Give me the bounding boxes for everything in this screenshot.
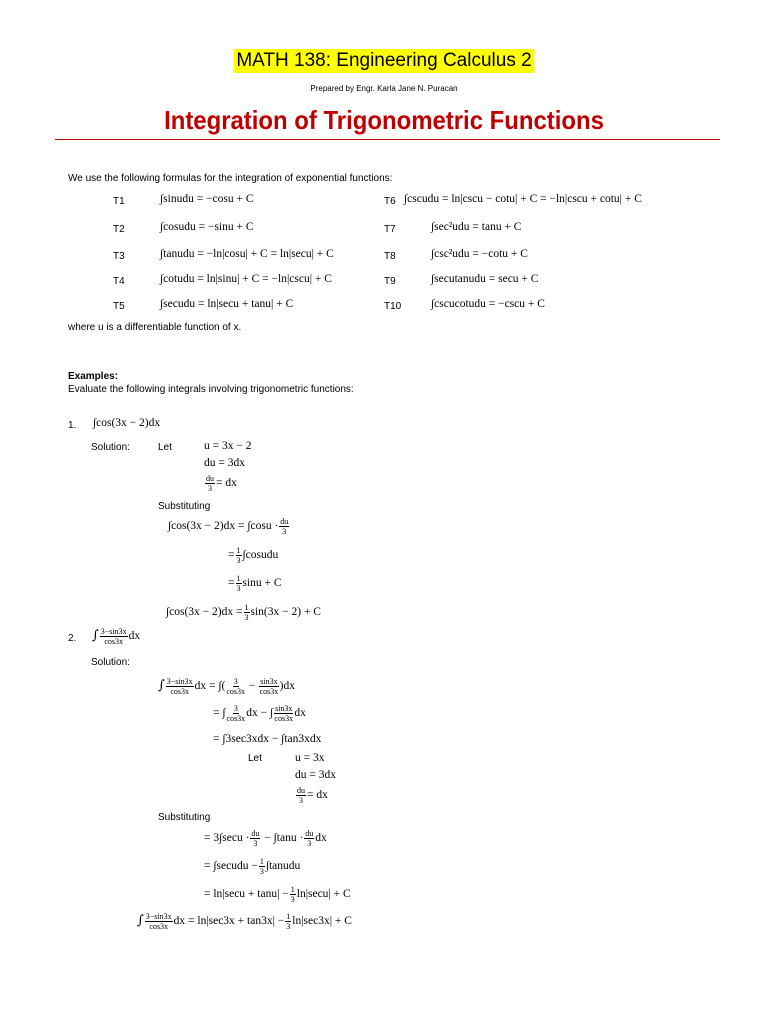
formula-expression: ∫cscucotudu = −cscu + C	[431, 298, 545, 310]
where-note: where u is a differentiable function of x.	[68, 322, 242, 333]
formula-label: T9	[384, 276, 396, 287]
formula-expression: ∫tanudu = −ln|cosu| + C = ln|secu| + C	[160, 248, 334, 260]
substituting-label: Substituting	[158, 812, 211, 823]
formula-label: T2	[113, 224, 125, 235]
examples-intro: Evaluate the following integrals involving trigonometric functions:	[68, 384, 354, 395]
solution-label: Solution:	[91, 657, 130, 668]
formula-label: T8	[384, 251, 396, 262]
example-number: 2.	[68, 633, 77, 644]
formula-expression: ∫secudu = ln|secu + tanu| + C	[160, 298, 294, 310]
page-title: Integration of Trigonometric Functions	[164, 105, 604, 135]
formula-expression: ∫cotudu = ln|sinu| + C = −ln|cscu| + C	[160, 273, 332, 285]
example-problem: ∫ $\frac{3-\sin 3x}{\cos 3x}$ dx	[92, 627, 141, 646]
substitution-line: du = 3dx	[295, 769, 336, 781]
author-line: Prepared by Engr. Karla Jane N. Puracan	[310, 84, 458, 93]
formula-label: T4	[113, 276, 125, 287]
solution-step: ∫cos(3x − 2)dx = ∫cosu · $\frac{du}{3}$	[168, 517, 289, 536]
formula-label: T6	[384, 196, 396, 207]
substitution-line: u = 3x − 2	[204, 440, 252, 452]
formula-expression: ∫cscudu = ln|cscu − cotu| + C = −ln|cscu + cotu| + C	[404, 193, 642, 205]
solution-step: = ∫ $\frac{3}{\cos 3x}$ dx − ∫ $\frac{\sin 3x}{\cos 3x}$ dx	[213, 704, 306, 723]
substitution-line: u = 3x	[295, 752, 325, 764]
formula-label: T7	[384, 224, 396, 235]
intro-text: We use the following formulas for the integration of exponential functions:	[68, 173, 393, 184]
formula-expression: ∫cosudu = −sinu + C	[160, 221, 254, 233]
formula-expression: ∫csc²udu = −cotu + C	[431, 248, 528, 260]
solution-step: = $\frac{1}{3}$ sinu + C	[228, 574, 282, 593]
formula-expression: ∫sec²udu = tanu + C	[431, 221, 522, 233]
examples-heading: Examples:	[68, 371, 119, 382]
substitution-line: $\frac{du}{3}$ = dx	[297, 786, 328, 805]
substituting-label: Substituting	[158, 501, 211, 512]
title-divider	[55, 139, 720, 140]
final-answer: ∫ $\frac{3-\sin 3x}{\cos 3x}$ dx = ln|sec3x + tan3x| − $\frac{1}{3}$ ln|sec3x| + C	[137, 912, 352, 931]
solution-step: ∫ $\frac{3-\sin 3x}{\cos 3x}$ dx = ∫( $\frac{3}{\cos 3x}$ − $\frac{\sin 3x}{\cos 3x}$ )dx	[158, 677, 295, 696]
solution-step: = ∫3sec3xdx − ∫tan3xdx	[213, 733, 322, 745]
substitution-line: du = 3dx	[204, 457, 245, 469]
formula-label: T10	[384, 301, 402, 312]
formula-expression: ∫sinudu = −cosu + C	[160, 193, 254, 205]
solution-label: Solution:	[91, 442, 130, 453]
formula-label: T1	[113, 196, 125, 207]
let-label: Let	[158, 442, 172, 453]
formula-expression: ∫secutanudu = secu + C	[431, 273, 539, 285]
formula-label: T3	[113, 251, 125, 262]
solution-step: = ∫secudu − $\frac{1}{3}$ ∫tanudu	[204, 857, 301, 876]
course-title: MATH 138: Engineering Calculus 2	[233, 49, 534, 73]
example-problem: ∫cos(3x − 2)dx	[93, 417, 161, 429]
substitution-line: $\frac{du}{3}$ = dx	[206, 474, 237, 493]
final-answer: ∫cos(3x − 2)dx = $\frac{1}{3}$ sin(3x − 2) + C	[166, 603, 321, 622]
solution-step: = 3∫secu · $\frac{du}{3}$ − ∫tanu · $\frac{du}{3}$ dx	[204, 829, 327, 848]
solution-step: = $\frac{1}{3}$ ∫cosudu	[228, 546, 279, 565]
solution-step: = ln|secu + tanu| − $\frac{1}{3}$ ln|secu| + C	[204, 885, 351, 904]
formula-label: T5	[113, 301, 125, 312]
let-label: Let	[248, 753, 262, 764]
example-number: 1.	[68, 420, 77, 431]
